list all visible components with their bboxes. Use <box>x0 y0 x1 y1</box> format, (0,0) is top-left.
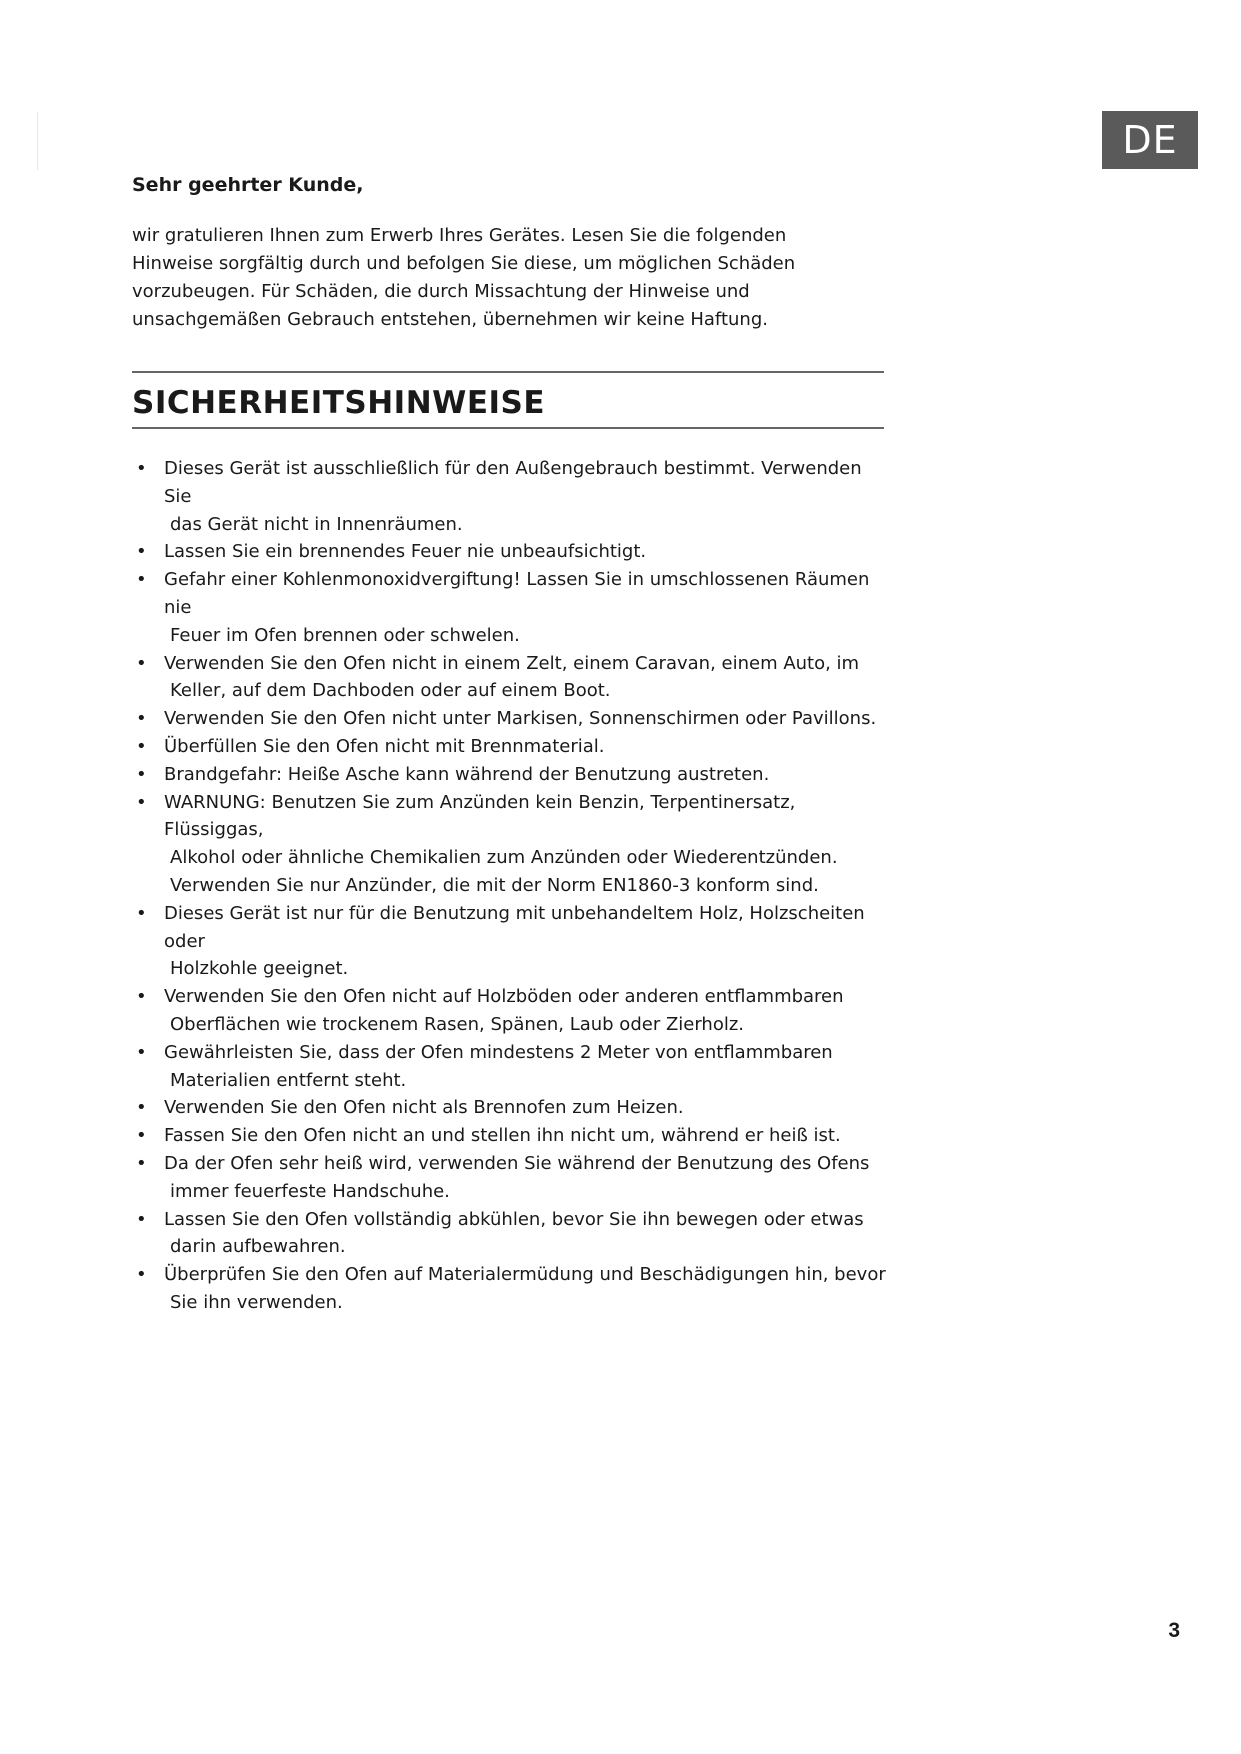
safety-bullet-item <box>132 983 892 1039</box>
bullet-dot-icon: • <box>136 1152 147 1174</box>
bullet-text: Verwenden Sie den Ofen nicht in einem Zelt, einem Caravan, einem Auto, im <box>164 652 860 674</box>
bullet-dot-icon: • <box>136 541 147 563</box>
bullet-dot-icon: • <box>136 652 147 674</box>
bullet-dot-icon: • <box>136 458 147 479</box>
bullet-text: Lassen Sie den Ofen vollständig abkühlen, bevor Sie ihn bewegen oder etwas <box>164 1208 864 1230</box>
safety-bullet-item <box>132 455 892 538</box>
bullet-text: Gefahr einer Kohlenmonoxidvergiftung! Lassen Sie in umschlossenen Räumen nie <box>164 569 870 618</box>
bullet-text: Überfüllen Sie den Ofen nicht mit Brennmaterial. <box>164 735 605 757</box>
bullet-text: Verwenden Sie den Ofen nicht auf Holzböden oder anderen entflammbaren <box>164 986 844 1008</box>
safety-bullet-item <box>132 1206 892 1262</box>
section-rule-top <box>132 371 884 373</box>
bullet-dot-icon: • <box>136 1264 147 1286</box>
bullet-text-continued: Feuer im Ofen brennen oder schwelen. <box>170 624 520 646</box>
bullet-text: Da der Ofen sehr heiß wird, verwenden Sie während der Benutzung des Ofens <box>164 1152 870 1174</box>
safety-bullet-item <box>132 1122 892 1150</box>
document-body <box>132 170 892 1317</box>
safety-bullet-item <box>132 789 892 900</box>
greeting: Sehr geehrter Kunde, <box>132 174 364 196</box>
bullet-text-continued: das Gerät nicht in Innenräumen. <box>170 513 463 535</box>
safety-bullet-item <box>132 1094 892 1122</box>
bullet-text-continued: Alkohol oder ähnliche Chemikalien zum Anzünden oder Wiederentzünden. Verwenden Sie nur Anzünder, die mit der Norm EN1860-3 konform sind. <box>170 847 838 896</box>
bullet-text-continued: immer feuerfeste Handschuhe. <box>170 1180 450 1202</box>
bullet-text: Überprüfen Sie den Ofen auf Materialermüdung und Beschädigungen hin, bevor <box>164 1264 886 1286</box>
bullet-dot-icon: • <box>136 1097 147 1119</box>
page-edge-line <box>37 112 38 170</box>
safety-bullet-list <box>132 455 892 1317</box>
bullet-text-continued: darin aufbewahren. <box>170 1236 346 1258</box>
bullet-text: Brandgefahr: Heiße Asche kann während der Benutzung austreten. <box>164 763 770 785</box>
bullet-text-continued: Keller, auf dem Dachboden oder auf einem Boot. <box>170 680 611 702</box>
safety-bullet-item <box>132 900 892 983</box>
bullet-text-continued: Holzkohle geeignet. <box>170 958 349 980</box>
bullet-text: Gewährleisten Sie, dass der Ofen mindestens 2 Meter von entflammbaren <box>164 1041 833 1063</box>
safety-bullet-item <box>132 733 892 761</box>
bullet-text: Dieses Gerät ist ausschließlich für den Außengebrauch bestimmt. Verwenden Sie <box>164 458 862 507</box>
bullet-text: Verwenden Sie den Ofen nicht unter Markisen, Sonnenschirmen oder Pavillons. <box>164 708 877 730</box>
bullet-text: Lassen Sie ein brennendes Feuer nie unbeaufsichtigt. <box>164 541 647 563</box>
bullet-dot-icon: • <box>136 1208 147 1230</box>
bullet-dot-icon: • <box>136 791 147 813</box>
bullet-text: Fassen Sie den Ofen nicht an und stellen ihn nicht um, während er heiß ist. <box>164 1125 841 1147</box>
bullet-text: Dieses Gerät ist nur für die Benutzung mit unbehandeltem Holz, Holzscheiten oder <box>164 902 865 952</box>
bullet-text: WARNUNG: Benutzen Sie zum Anzünden kein Benzin, Terpentinersatz, Flüssiggas, <box>164 791 796 841</box>
bullet-dot-icon: • <box>136 763 147 785</box>
bullet-dot-icon: • <box>136 1041 147 1063</box>
safety-bullet-item <box>132 566 892 649</box>
safety-bullet-item <box>132 1039 892 1095</box>
safety-bullet-item <box>132 538 892 566</box>
bullet-text: Verwenden Sie den Ofen nicht als Brennofen zum Heizen. <box>164 1097 684 1119</box>
section-title: SICHERHEITSHINWEISE <box>132 385 546 421</box>
safety-bullet-item <box>132 705 892 733</box>
safety-bullet-item <box>132 650 892 706</box>
page-number: 3 <box>1168 1619 1180 1642</box>
bullet-dot-icon: • <box>136 735 147 757</box>
bullet-text-continued: Materialien entfernt steht. <box>170 1069 407 1091</box>
bullet-dot-icon: • <box>136 708 147 730</box>
safety-bullet-item <box>132 761 892 789</box>
section-rule-bottom <box>132 427 884 429</box>
bullet-text-continued: Oberflächen wie trockenem Rasen, Spänen, Laub oder Zierholz. <box>170 1013 745 1035</box>
bullet-dot-icon: • <box>136 986 147 1008</box>
safety-bullet-item <box>132 1261 892 1317</box>
bullet-text-continued: Sie ihn verwenden. <box>170 1291 343 1313</box>
bullet-dot-icon: • <box>136 1125 147 1147</box>
safety-bullet-item <box>132 1150 892 1206</box>
bullet-dot-icon: • <box>136 902 147 924</box>
bullet-dot-icon: • <box>136 569 147 591</box>
language-badge: DE <box>1102 111 1198 169</box>
intro-paragraph: wir gratulieren Ihnen zum Erwerb Ihres Gerätes. Lesen Sie die folgenden Hinweise sorgfältig durch und befolgen Sie diese, um möglichen Schäden vorzubeugen. Für Schäden, die durch Missachtung der Hinweise und unsachgemäßen Gebrauch entstehen, übernehmen wir keine Haftung. <box>132 225 796 330</box>
